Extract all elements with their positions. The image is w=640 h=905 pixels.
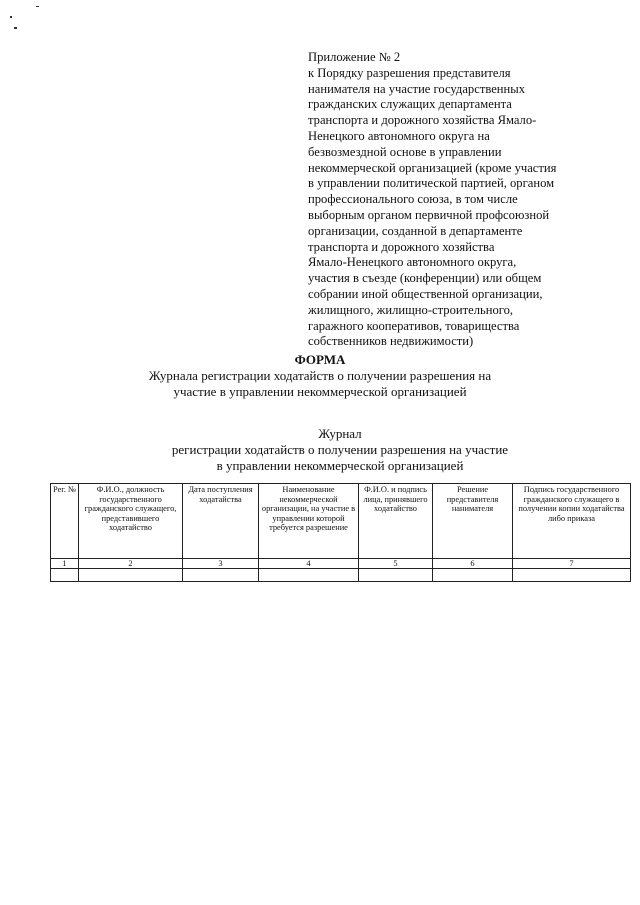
table-cell bbox=[359, 569, 433, 582]
column-number: 2 bbox=[79, 559, 183, 569]
table-cell bbox=[51, 569, 79, 582]
appendix-line: Ямало-Ненецкого автономного округа, bbox=[308, 255, 517, 270]
appendix-line: собственников недвижимости) bbox=[308, 334, 474, 349]
appendix-line: Приложение № 2 bbox=[308, 50, 401, 64]
table-header-row bbox=[51, 484, 631, 559]
journal-table bbox=[50, 483, 631, 582]
column-header-signature: Подпись государственного гражданского служащего в получении копии ходатайства либо приказа bbox=[513, 484, 631, 559]
column-header-receipt-date: Дата поступления ходатайства bbox=[183, 484, 259, 559]
form-heading bbox=[0, 352, 640, 400]
form-title: ФОРМА bbox=[294, 352, 346, 367]
appendix-note bbox=[308, 50, 628, 350]
appendix-line: в управлении политической партией, органом bbox=[308, 176, 555, 191]
table-row bbox=[51, 569, 631, 582]
appendix-line: некоммерческой организацией (кроме участия bbox=[308, 160, 557, 175]
appendix-line: нанимателя на участие государственных bbox=[308, 81, 526, 96]
table-cell bbox=[433, 569, 513, 582]
column-number-row bbox=[51, 559, 631, 569]
table-cell bbox=[513, 569, 631, 582]
appendix-line: собрании иной общественной организации, bbox=[308, 286, 543, 301]
appendix-line: профессионального союза, в том числе bbox=[308, 192, 518, 207]
column-number: 4 bbox=[259, 559, 359, 569]
column-header-organization: Наименование некоммерческой организации, на участие в управлении которой требуется разрешение bbox=[259, 484, 359, 559]
appendix-line: транспорта и дорожного хозяйства bbox=[308, 239, 495, 254]
appendix-line: Ненецкого автономного округа на bbox=[308, 128, 490, 143]
column-header-receiver: Ф.И.О. и подпись лица, принявшего ходатайство bbox=[359, 484, 433, 559]
column-number: 6 bbox=[433, 559, 513, 569]
column-header-employee: Ф.И.О., должность государственного гражданского служащего, представившего ходатайство bbox=[79, 484, 183, 559]
table-cell bbox=[79, 569, 183, 582]
column-header-reg-number: Рег. № bbox=[51, 484, 79, 559]
journal-heading bbox=[0, 426, 640, 474]
column-number: 3 bbox=[183, 559, 259, 569]
appendix-line: безвозмездной основе в управлении bbox=[308, 144, 502, 159]
form-subtitle-line: участие в управлении некоммерческой организацией bbox=[173, 384, 467, 399]
appendix-line: гражданских служащих департамента bbox=[308, 97, 512, 112]
appendix-line: выборным органом первичной профсоюзной bbox=[308, 207, 550, 222]
appendix-line: жилищного, жилищно-строительного, bbox=[308, 302, 514, 317]
appendix-line: гаражного кооперативов, товарищества bbox=[308, 318, 520, 333]
journal-subtitle-line: регистрации ходатайств о получении разрешения на участие bbox=[171, 442, 509, 457]
appendix-line: организации, созданной в департаменте bbox=[308, 223, 523, 238]
form-subtitle-line: Журнала регистрации ходатайств о получении разрешения на bbox=[148, 368, 492, 383]
scan-specks bbox=[0, 0, 40, 40]
column-number: 7 bbox=[513, 559, 631, 569]
table-cell bbox=[259, 569, 359, 582]
journal-title: Журнал bbox=[318, 426, 362, 441]
appendix-line: участия в съезде (конференции) или общем bbox=[308, 271, 542, 286]
journal-subtitle-line: в управлении некоммерческой организацией bbox=[216, 458, 464, 473]
column-header-decision: Решение представителя нанимателя bbox=[433, 484, 513, 559]
appendix-line: к Порядку разрешения представителя bbox=[308, 65, 511, 80]
column-number: 1 bbox=[51, 559, 79, 569]
column-number: 5 bbox=[359, 559, 433, 569]
appendix-line: транспорта и дорожного хозяйства Ямало- bbox=[308, 113, 537, 128]
table-cell bbox=[183, 569, 259, 582]
